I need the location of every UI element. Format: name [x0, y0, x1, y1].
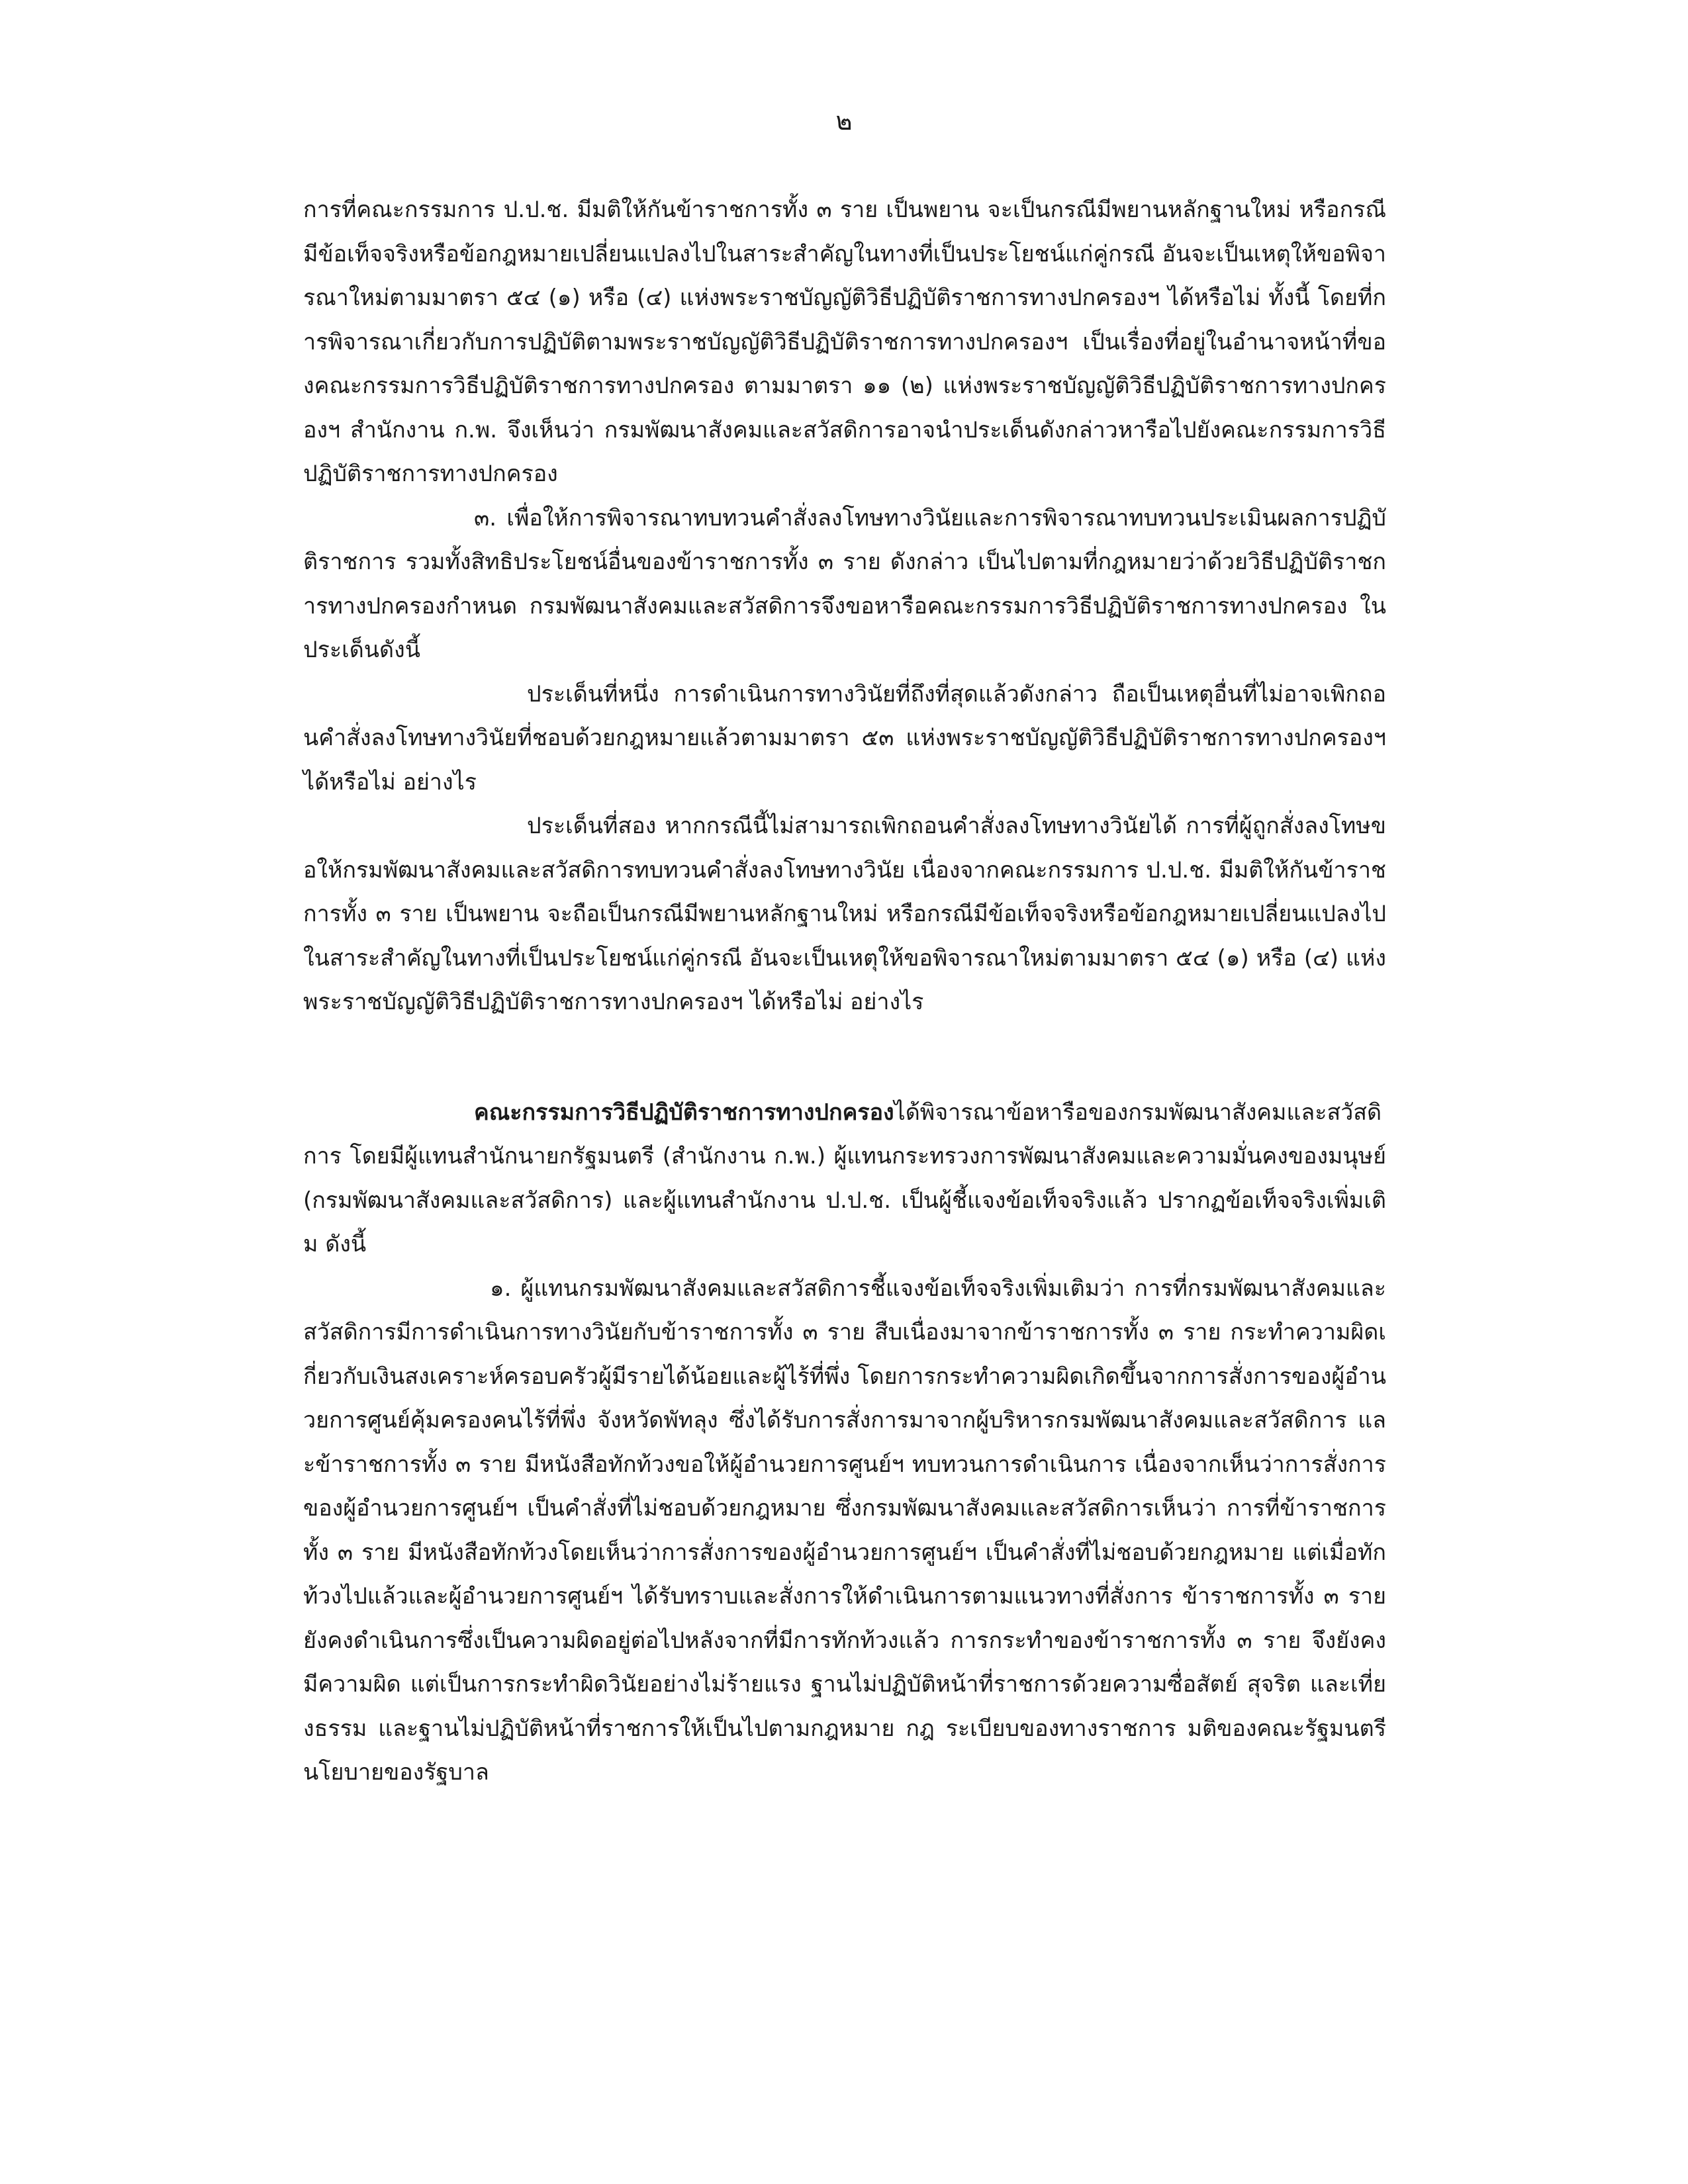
- paragraph-1: การที่คณะกรรมการ ป.ป.ช. มีมติให้กันข้าราชการทั้ง ๓ ราย เป็นพยาน จะเป็นกรณีมีพยานหลักฐานใหม่ หรือกรณีมีข้อเท็จจริงหรือข้อกฎหมายเปลี่ยนแปลงไปในสาระสำคัญในทางที่เป็นประโยชน์แก่คู่กรณี อันจะเป็นเหตุให้ขอพิจารณาใหม่ตามมาตรา ๕๔ (๑) หรือ (๔) แห่งพระราชบัญญัติวิธีปฏิบัติราชการทางปกครองฯ ได้หรือไม่ ทั้งนี้ โดยที่การพิจารณาเกี่ยวกับการปฏิบัติตามพระราชบัญญัติวิธีปฏิบัติราชการทางปกครองฯ เป็นเรื่องที่อยู่ในอำนาจหน้าที่ของคณะกรรมการวิธีปฏิบัติราชการทางปกครอง ตามมาตรา ๑๑ (๒) แห่งพระราชบัญญัติวิธีปฏิบัติราชการทางปกครองฯ สำนักงาน ก.พ. จึงเห็นว่า กรมพัฒนาสังคมและสวัสดิการอาจนำประเด็นดังกล่าวหารือไปยังคณะกรรมการวิธีปฏิบัติราชการทางปกครอง: [303, 197, 1386, 487]
- section-gap: [303, 1024, 1386, 1091]
- paragraph-5: [303, 1091, 1386, 1267]
- paragraph-3: ประเด็นที่หนึ่ง การดำเนินการทางวินัยที่ถึงที่สุดแล้วดังกล่าว ถือเป็นเหตุอื่นที่ไม่อาจเพิกถอนคำสั่งลงโทษทางวินัยที่ชอบด้วยกฎหมายแล้วตามมาตรา ๕๓ แห่งพระราชบัญญัติวิธีปฏิบัติราชการทางปกครองฯ ได้หรือไม่ อย่างไร: [303, 680, 1386, 796]
- document-body: [303, 188, 1386, 1795]
- paragraph-6: ๑. ผู้แทนกรมพัฒนาสังคมและสวัสดิการชี้แจงข้อเท็จจริงเพิ่มเติมว่า การที่กรมพัฒนาสังคมและสวัสดิการมีการดำเนินการทางวินัยกับข้าราชการทั้ง ๓ ราย สืบเนื่องมาจากข้าราชการทั้ง ๓ ราย กระทำความผิดเกี่ยวกับเงินสงเคราะห์ครอบครัวผู้มีรายได้น้อยและผู้ไร้ที่พึ่ง โดยการกระทำความผิดเกิดขึ้นจากการสั่งการของผู้อำนวยการศูนย์คุ้มครองคนไร้ที่พึ่ง จังหวัดพัทลุง ซึ่งได้รับการสั่งการมาจากผู้บริหารกรมพัฒนาสังคมและสวัสดิการ และข้าราชการทั้ง ๓ ราย มีหนังสือทักท้วงขอให้ผู้อำนวยการศูนย์ฯ ทบทวนการดำเนินการ เนื่องจากเห็นว่าการสั่งการของผู้อำนวยการศูนย์ฯ เป็นคำสั่งที่ไม่ชอบด้วยกฎหมาย ซึ่งกรมพัฒนาสังคมและสวัสดิการเห็นว่า การที่ข้าราชการทั้ง ๓ ราย มีหนังสือทักท้วงโดยเห็นว่าการสั่งการของผู้อำนวยการศูนย์ฯ เป็นคำสั่งที่ไม่ชอบด้วยกฎหมาย แต่เมื่อทักท้วงไปแล้วและผู้อำนวยการศูนย์ฯ ได้รับทราบและสั่งการให้ดำเนินการตามแนวทางที่สั่งการ ข้าราชการทั้ง ๓ ราย ยังคงดำเนินการซึ่งเป็นความผิดอยู่ต่อไปหลังจากที่มีการทักท้วงแล้ว การกระทำของข้าราชการทั้ง ๓ ราย จึงยังคงมีความผิด แต่เป็นการกระทำผิดวินัยอย่างไม่ร้ายแรง ฐานไม่ปฏิบัติหน้าที่ราชการด้วยความซื่อสัตย์ สุจริต และเที่ยงธรรม และฐานไม่ปฏิบัติหน้าที่ราชการให้เป็นไปตามกฎหมาย กฎ ระเบียบของทางราชการ มติของคณะรัฐมนตรี นโยบายของรัฐบาล: [303, 1275, 1386, 1786]
- paragraph-5-text: ได้พิจารณาข้อหารือของกรมพัฒนาสังคมและสวัสดิการ โดยมีผู้แทนสำนักนายกรัฐมนตรี (สำนักงาน ก.พ.) ผู้แทนกระทรวงการพัฒนาสังคมและความมั่นคงของมนุษย์ (กรมพัฒนาสังคมและสวัสดิการ) และผู้แทนสำนักงาน ป.ป.ช. เป็นผู้ชี้แจงข้อเท็จจริงแล้ว ปรากฏข้อเท็จจริงเพิ่มเติม ดังนี้: [303, 1099, 1386, 1257]
- paragraph-4: ประเด็นที่สอง หากกรณีนี้ไม่สามารถเพิกถอนคำสั่งลงโทษทางวินัยได้ การที่ผู้ถูกสั่งลงโทษขอให้กรมพัฒนาสังคมและสวัสดิการทบทวนคำสั่งลงโทษทางวินัย เนื่องจากคณะกรรมการ ป.ป.ช. มีมติให้กันข้าราชการทั้ง ๓ ราย เป็นพยาน จะถือเป็นกรณีมีพยานหลักฐานใหม่ หรือกรณีมีข้อเท็จจริงหรือข้อกฎหมายเปลี่ยนแปลงไปในสาระสำคัญในทางที่เป็นประโยชน์แก่คู่กรณี อันจะเป็นเหตุให้ขอพิจารณาใหม่ตามมาตรา ๕๔ (๑) หรือ (๔) แห่งพระราชบัญญัติวิธีปฏิบัติราชการทางปกครองฯ ได้หรือไม่ อย่างไร: [303, 813, 1386, 1015]
- paragraph-2: ๓. เพื่อให้การพิจารณาทบทวนคำสั่งลงโทษทางวินัยและการพิจารณาทบทวนประเมินผลการปฏิบัติราชการ รวมทั้งสิทธิประโยชน์อื่นของข้าราชการทั้ง ๓ ราย ดังกล่าว เป็นไปตามที่กฎหมายว่าด้วยวิธีปฏิบัติราชการทางปกครองกำหนด กรมพัฒนาสังคมและสวัสดิการจึงขอหารือคณะกรรมการวิธีปฏิบัติราชการทางปกครอง ในประเด็นดังนี้: [303, 504, 1386, 663]
- page-number: ๒: [835, 107, 853, 136]
- committee-name-bold: คณะกรรมการวิธีปฏิบัติราชการทางปกครอง: [474, 1099, 894, 1126]
